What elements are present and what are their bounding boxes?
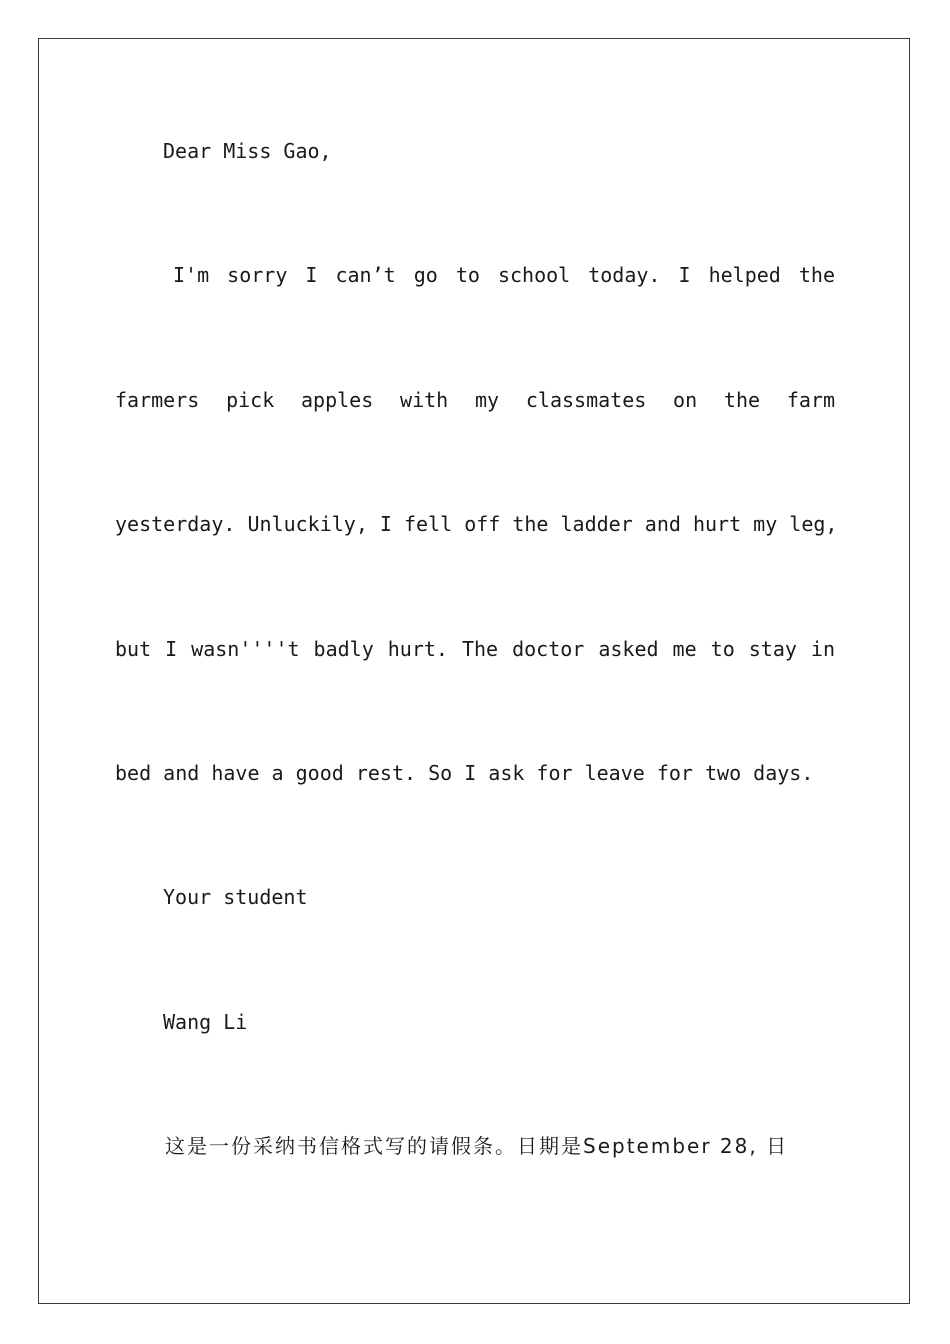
closing: Your student	[163, 885, 308, 909]
body-line-3: yesterday. Unluckily, I fell off the ladder and hurt my leg,	[115, 512, 838, 536]
salutation: Dear Miss Gao,	[163, 139, 332, 163]
body-line-4: but I wasn''''t badly hurt. The doctor asked me to stay in	[115, 637, 835, 661]
body-line-1: I'm sorry I can’t go to school today. I helped the	[173, 263, 835, 287]
note-text: 这是一份采纳书信格式写的请假条。日期是September 28, 日	[165, 1134, 789, 1158]
body-line-2: farmers pick apples with my classmates on the farm	[115, 388, 835, 412]
page-frame	[38, 38, 910, 1304]
body-line-5: bed and have a good rest. So I ask for leave for two days.	[115, 761, 814, 785]
signature: Wang Li	[163, 1010, 248, 1034]
